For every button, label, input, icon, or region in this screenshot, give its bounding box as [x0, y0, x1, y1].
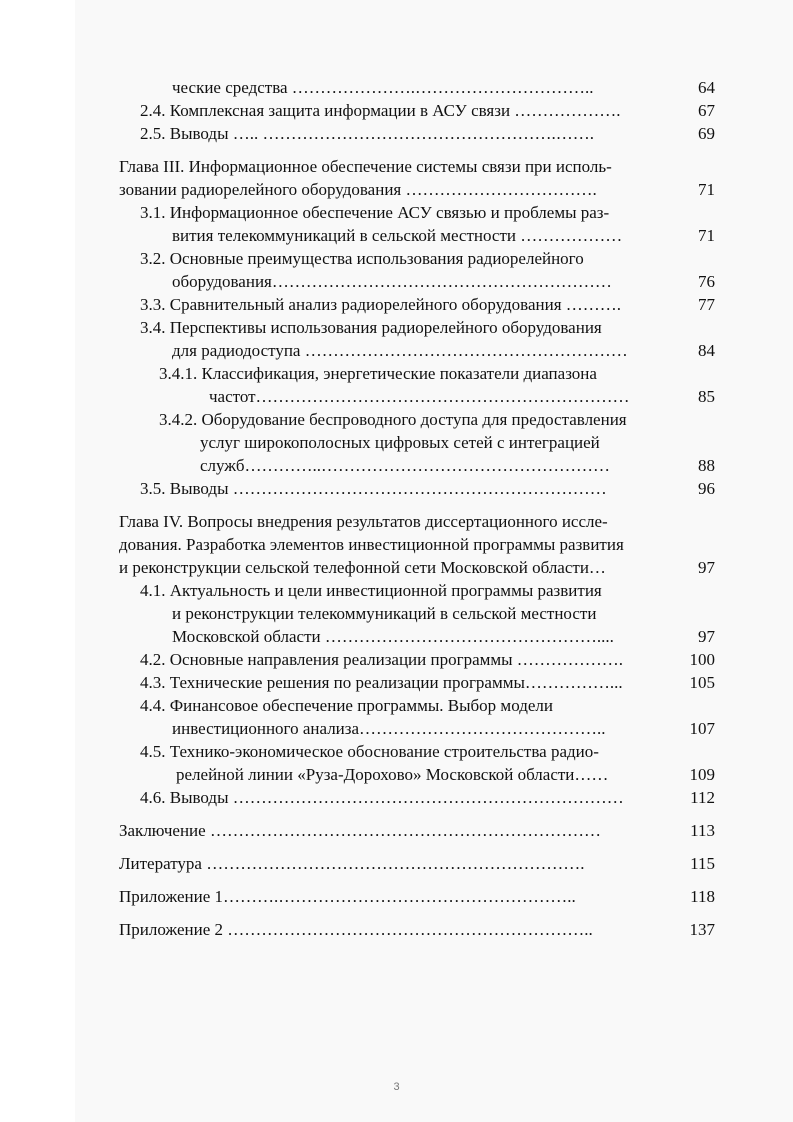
toc-line [119, 602, 715, 625]
toc-line [119, 76, 715, 99]
toc-page-number: 118 [690, 887, 715, 906]
toc-page-number: 71 [698, 180, 715, 199]
toc-line [119, 671, 715, 694]
toc-entry-text: 3.4.2. Оборудование беспроводного доступа для предоставления [159, 410, 627, 429]
toc-entry-text: 3.4.1. Классификация, энергетические показатели диапазона [159, 364, 597, 383]
toc-line [119, 648, 715, 671]
toc-entry-text: Приложение 2 ……………………………………………………….. [119, 920, 593, 939]
toc-line [119, 885, 715, 908]
toc-line [119, 224, 715, 247]
toc-entry-text: 3.3. Сравнительный анализ радиорелейного оборудования ………. [140, 295, 622, 314]
toc-line [119, 155, 715, 178]
toc-entry-text: 4.6. Выводы …………………………………………………………… [140, 788, 624, 807]
toc-page-number: 107 [689, 719, 715, 738]
toc-entry-text: инвестиционного анализа…………………………………….. [172, 719, 606, 738]
toc-page-number: 77 [698, 295, 715, 314]
toc-entry-text: 3.4. Перспективы использования радиорелейного оборудования [140, 318, 602, 337]
toc-page-number: 84 [698, 341, 715, 360]
toc-entry-text: частот………………………………………………………… [209, 387, 630, 406]
toc-page-number: 71 [698, 226, 715, 245]
toc-line [119, 819, 715, 842]
toc-page-number: 64 [698, 78, 715, 97]
toc-entry-text: 3.2. Основные преимущества использования радиорелейного [140, 249, 584, 268]
toc-entry-text: 2.5. Выводы ….. …………………………………………….……. [140, 124, 595, 143]
toc-line [119, 510, 715, 533]
toc-entry-text: зовании радиорелейного оборудования ……………………………. [119, 180, 597, 199]
toc-entry-text: 3.1. Информационное обеспечение АСУ связью и проблемы раз- [140, 203, 610, 222]
toc-entry-text: 4.3. Технические решения по реализации программы……………... [140, 673, 623, 692]
toc-entry-text: 2.4. Комплексная защита информации в АСУ связи ………………. [140, 101, 621, 120]
toc-line [119, 270, 715, 293]
toc-page-number: 109 [689, 765, 715, 784]
toc-page-number: 88 [698, 456, 715, 475]
toc-line [119, 717, 715, 740]
toc-entry-text: 4.1. Актуальность и цели инвестиционной программы развития [140, 581, 602, 600]
toc-line [119, 579, 715, 602]
toc-entry-text: Приложение 1……….…………………………………………….. [119, 887, 576, 906]
toc-line [119, 786, 715, 809]
toc-entry-text: 4.2. Основные направления реализации программы ………………. [140, 650, 624, 669]
toc-line [119, 293, 715, 316]
toc-line [119, 852, 715, 875]
toc-entry-text: Глава III. Информационное обеспечение системы связи при исполь- [119, 157, 612, 176]
toc-page-number: 85 [698, 387, 715, 406]
toc-entry-text: служб…………..…………………………………………… [200, 456, 610, 475]
toc-entry-text: вития телекоммуникаций в сельской местности ……………… [172, 226, 623, 245]
toc-line [119, 477, 715, 500]
toc-line [119, 247, 715, 270]
toc-page-number: 100 [689, 650, 715, 669]
toc-entry-text: Московской области ………………………………………….... [172, 627, 614, 646]
toc-entry-text: ческие средства ………………….………………………….. [172, 78, 594, 97]
toc-line [119, 625, 715, 648]
toc-entry-text: для радиодоступа ………………………………………………… [172, 341, 628, 360]
toc-entry-text: Литература …………………………………………………………. [119, 854, 585, 873]
toc-entry-text: и реконструкции сельской телефонной сети Московской области… [119, 558, 606, 577]
toc-entry-text: дования. Разработка элементов инвестиционной программы развития [119, 535, 624, 554]
toc-line [119, 178, 715, 201]
toc-line [119, 740, 715, 763]
toc-line [119, 556, 715, 579]
toc-page-number: 105 [689, 673, 715, 692]
toc-page-number: 76 [698, 272, 715, 291]
toc-entry-text: Глава IV. Вопросы внедрения результатов диссертационного иссле- [119, 512, 608, 531]
toc-entry-text: 4.5. Технико-экономическое обоснование строительства радио- [140, 742, 599, 761]
toc-page-number: 113 [690, 821, 715, 840]
toc-page-number: 97 [698, 627, 715, 646]
page-number-footer: 3 [393, 1081, 400, 1093]
toc-page-number: 112 [690, 788, 715, 807]
toc-page-number: 69 [698, 124, 715, 143]
toc-entry-text: 3.5. Выводы ………………………………………………………… [140, 479, 607, 498]
toc-line [119, 339, 715, 362]
toc-line [119, 362, 715, 385]
toc-line [119, 454, 715, 477]
toc-entry-text: 4.4. Финансовое обеспечение программы. Выбор модели [140, 696, 553, 715]
toc-entry-text: услуг широкополосных цифровых сетей с интеграцией [200, 433, 600, 452]
toc-page-number: 97 [698, 558, 715, 577]
toc-line [119, 201, 715, 224]
toc-page-number: 96 [698, 479, 715, 498]
toc-line [119, 694, 715, 717]
toc-line [119, 99, 715, 122]
toc-line [119, 763, 715, 786]
toc-page-number: 115 [690, 854, 715, 873]
toc-entry-text: Заключение …………………………………………………………… [119, 821, 601, 840]
toc-line [119, 385, 715, 408]
toc-line [119, 408, 715, 431]
toc-line [119, 316, 715, 339]
table-of-contents [119, 76, 715, 941]
toc-line [119, 918, 715, 941]
toc-page-number: 137 [689, 920, 715, 939]
toc-entry-text: релейной линии «Руза-Дорохово» Московской области…… [176, 765, 609, 784]
toc-line [119, 533, 715, 556]
toc-entry-text: и реконструкции телекоммуникаций в сельской местности [172, 604, 597, 623]
toc-page-number: 67 [698, 101, 715, 120]
toc-line [119, 431, 715, 454]
toc-line [119, 122, 715, 145]
toc-entry-text: оборудования…………………………………………………… [172, 272, 612, 291]
